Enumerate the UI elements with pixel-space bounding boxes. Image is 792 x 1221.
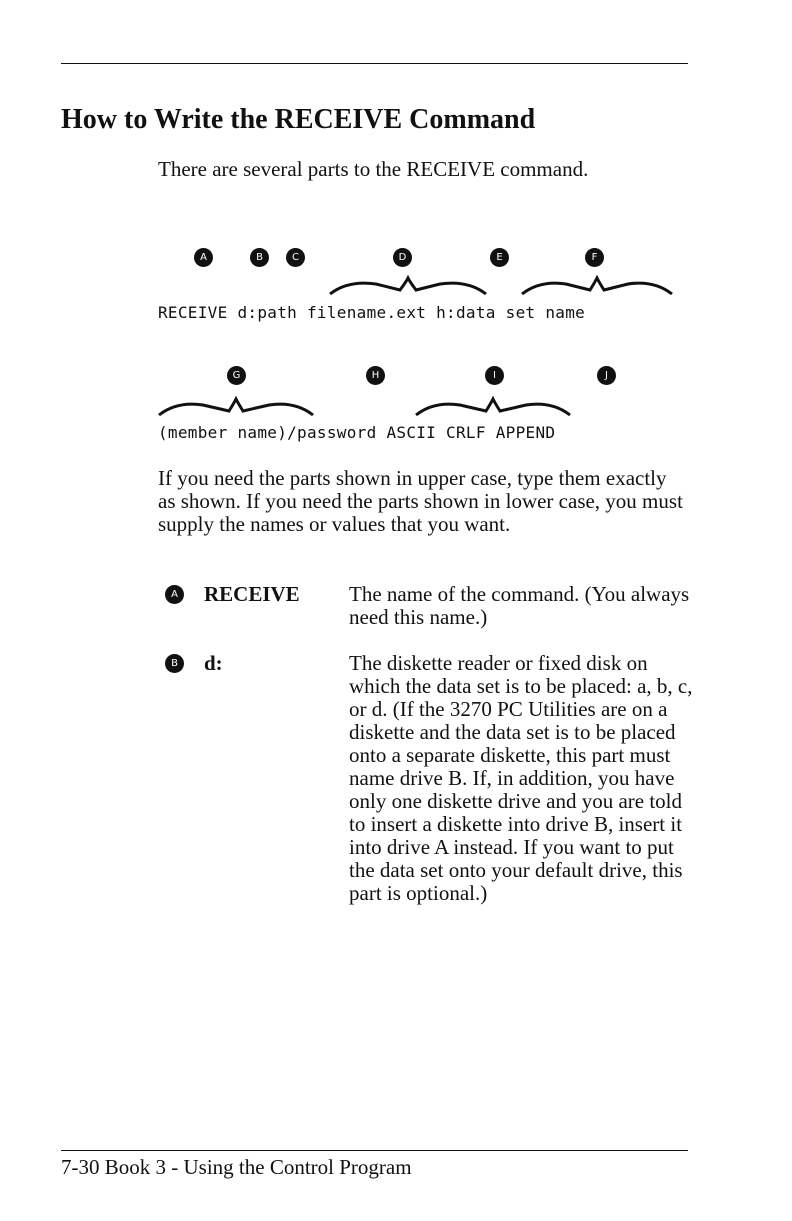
marker-d: D (393, 248, 412, 267)
marker-h: H (366, 366, 385, 385)
item-description-d: The diskette reader or fixed disk on which the data set is to be placed: a, b, c, or d. (If the 3270 PC Utilities are on a diskette and the data set is to be placed onto a separate diskette, this part must name drive B. If, in addition, you have only one diskette drive and you are told to insert a diskette into drive B, insert it into drive A instead. If you want to put the data set onto your default drive, this part is optional.) (349, 651, 693, 905)
page-title: How to Write the RECEIVE Command (61, 104, 536, 135)
brace-data-set-name (520, 272, 674, 298)
marker-e: E (490, 248, 509, 267)
item-term-d: d: (204, 651, 223, 675)
marker-f: F (585, 248, 604, 267)
syntax-line-2: (member name)/password ASCII CRLF APPEND (158, 423, 556, 442)
marker-i: I (485, 366, 504, 385)
bottom-rule (61, 1150, 688, 1151)
brace-password (414, 393, 572, 419)
marker-a: A (194, 248, 213, 267)
instructions-paragraph: If you need the parts shown in upper case, type them exactly as shown. If you need the parts shown in lower case, you must supply the names or values that you want. (158, 466, 683, 536)
syntax-line-1: RECEIVE d:path filename.ext h:data set name (158, 303, 586, 322)
page-footer: 7-30 Book 3 - Using the Control Program (61, 1155, 412, 1179)
marker-c: C (286, 248, 305, 267)
marker-b: B (250, 248, 269, 267)
item-description-receive: The name of the command. (You always need this name.) (349, 582, 690, 629)
brace-member-name (157, 393, 315, 419)
marker-g: G (227, 366, 246, 385)
item-marker-b: B (165, 654, 184, 673)
item-marker-a: A (165, 585, 184, 604)
marker-j: J (597, 366, 616, 385)
item-term-receive: RECEIVE (204, 582, 300, 606)
top-rule (61, 63, 688, 64)
brace-filename (328, 272, 488, 298)
intro-text: There are several parts to the RECEIVE command. (158, 157, 589, 181)
